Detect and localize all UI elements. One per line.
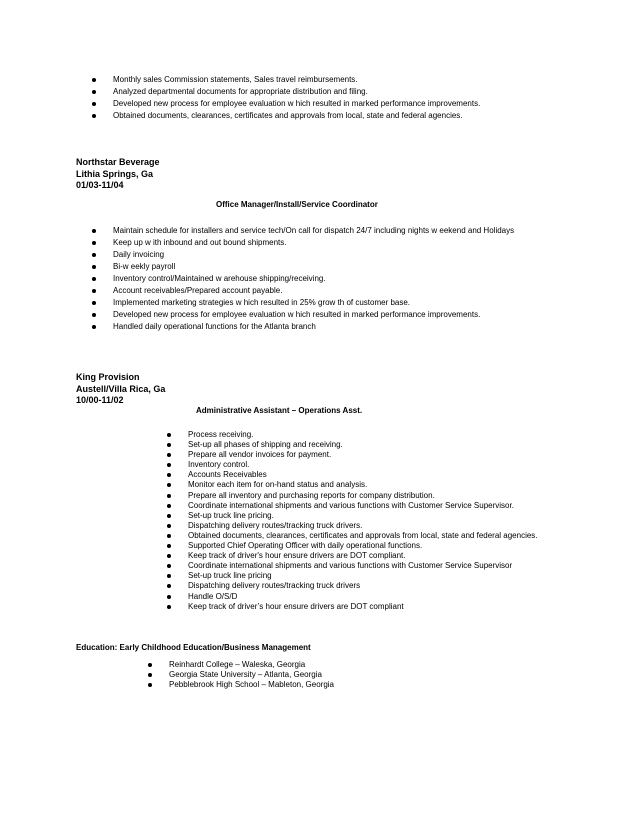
northstar-bullets (113, 225, 514, 333)
employment-dates: 01/03-11/04 (76, 180, 124, 190)
company-name: Northstar Beverage (76, 157, 160, 167)
company-name: King Provision (76, 372, 140, 382)
previous-job-bullets (113, 74, 480, 122)
list-item: Implemented marketing strategies w hich resulted in 25% grow th of customer base. (113, 297, 514, 309)
list-item: Set-up all phases of shipping and receiving. (188, 440, 538, 450)
list-item: Dispatching delivery routes/tracking truck drivers. (188, 521, 538, 531)
list-item: Set-up truck line pricing (188, 571, 538, 581)
list-item: Analyzed departmental documents for appropriate distribution and filing. (113, 86, 480, 98)
company-location: Lithia Springs, Ga (76, 168, 154, 179)
education-heading: Education: Early Childhood Education/Business Management (76, 643, 311, 652)
employer-header-northstar (76, 157, 160, 192)
list-item: Keep up w ith inbound and out bound shipments. (113, 237, 514, 249)
company-location: Austell/Villa Rica, Ga (76, 383, 166, 394)
list-item: Supported Chief Operating Officer with daily operational functions. (188, 541, 538, 551)
list-item: Monitor each item for on-hand status and analysis. (188, 480, 538, 490)
list-item: Daily invoicing (113, 249, 514, 261)
list-item: Reinhardt College – Waleska, Georgia (169, 660, 334, 670)
list-item: Pebblebrook High School – Mableton, Georgia (169, 680, 334, 690)
list-item: Coordinate international shipments and various functions with Customer Service Supervisor. (188, 501, 538, 511)
job-title: Office Manager/Install/Service Coordinator (216, 200, 378, 209)
list-item: Developed new process for employee evaluation w hich resulted in marked performance improvements. (113, 99, 481, 108)
list-item: Account receivables/Prepared account payable. (113, 285, 514, 297)
list-item: Coordinate international shipments and various functions with Customer Service Supervisor (188, 561, 538, 571)
list-item: Handled daily operational functions for the Atlanta branch (113, 321, 514, 333)
list-item: Prepare all vendor invoices for payment. (188, 450, 538, 460)
king-bullets (188, 430, 538, 612)
list-item: Maintain schedule for installers and service tech/On call for dispatch 24/7 including nights w eekend and Holidays (113, 226, 515, 235)
list-item: Set-up truck line pricing. (188, 511, 538, 521)
list-item: Developed new process for employee evaluation w hich resulted in marked performance improvements. (113, 309, 514, 321)
employment-dates: 10/00-11/02 (76, 395, 124, 405)
list-item: Keep track of driver's hour ensure drivers are DOT compliant. (188, 551, 538, 561)
education-list (169, 660, 334, 690)
list-item: Keep track of driver’s hour ensure drivers are DOT compliant (188, 602, 538, 612)
employer-header-king (76, 372, 165, 407)
list-item: Obtained documents, clearances, certificates and approvals from local, state and federal agencies. (188, 530, 538, 540)
list-item: Handle O/S/D (188, 592, 538, 602)
list-item: Georgia State University – Atlanta, Georgia (169, 670, 334, 680)
list-item: Accounts Receivables (188, 470, 538, 480)
list-item: Inventory control/Maintained w arehouse shipping/receiving. (113, 273, 514, 285)
list-item: Process receiving. (188, 430, 538, 440)
list-item: Obtained documents, clearances, certificates and approvals from local, state and federal agencies. (113, 110, 480, 122)
list-item: Dispatching delivery routes/tracking truck drivers (188, 581, 538, 591)
list-item: Bi-w eekly payroll (113, 261, 514, 273)
job-title: Administrative Assistant – Operations Asst. (196, 406, 363, 415)
list-item: Monthly sales Commission statements, Sales travel reimbursements. (113, 74, 480, 86)
list-item: Prepare all inventory and purchasing reports for company distribution. (188, 491, 538, 501)
list-item: Inventory control. (188, 460, 538, 470)
